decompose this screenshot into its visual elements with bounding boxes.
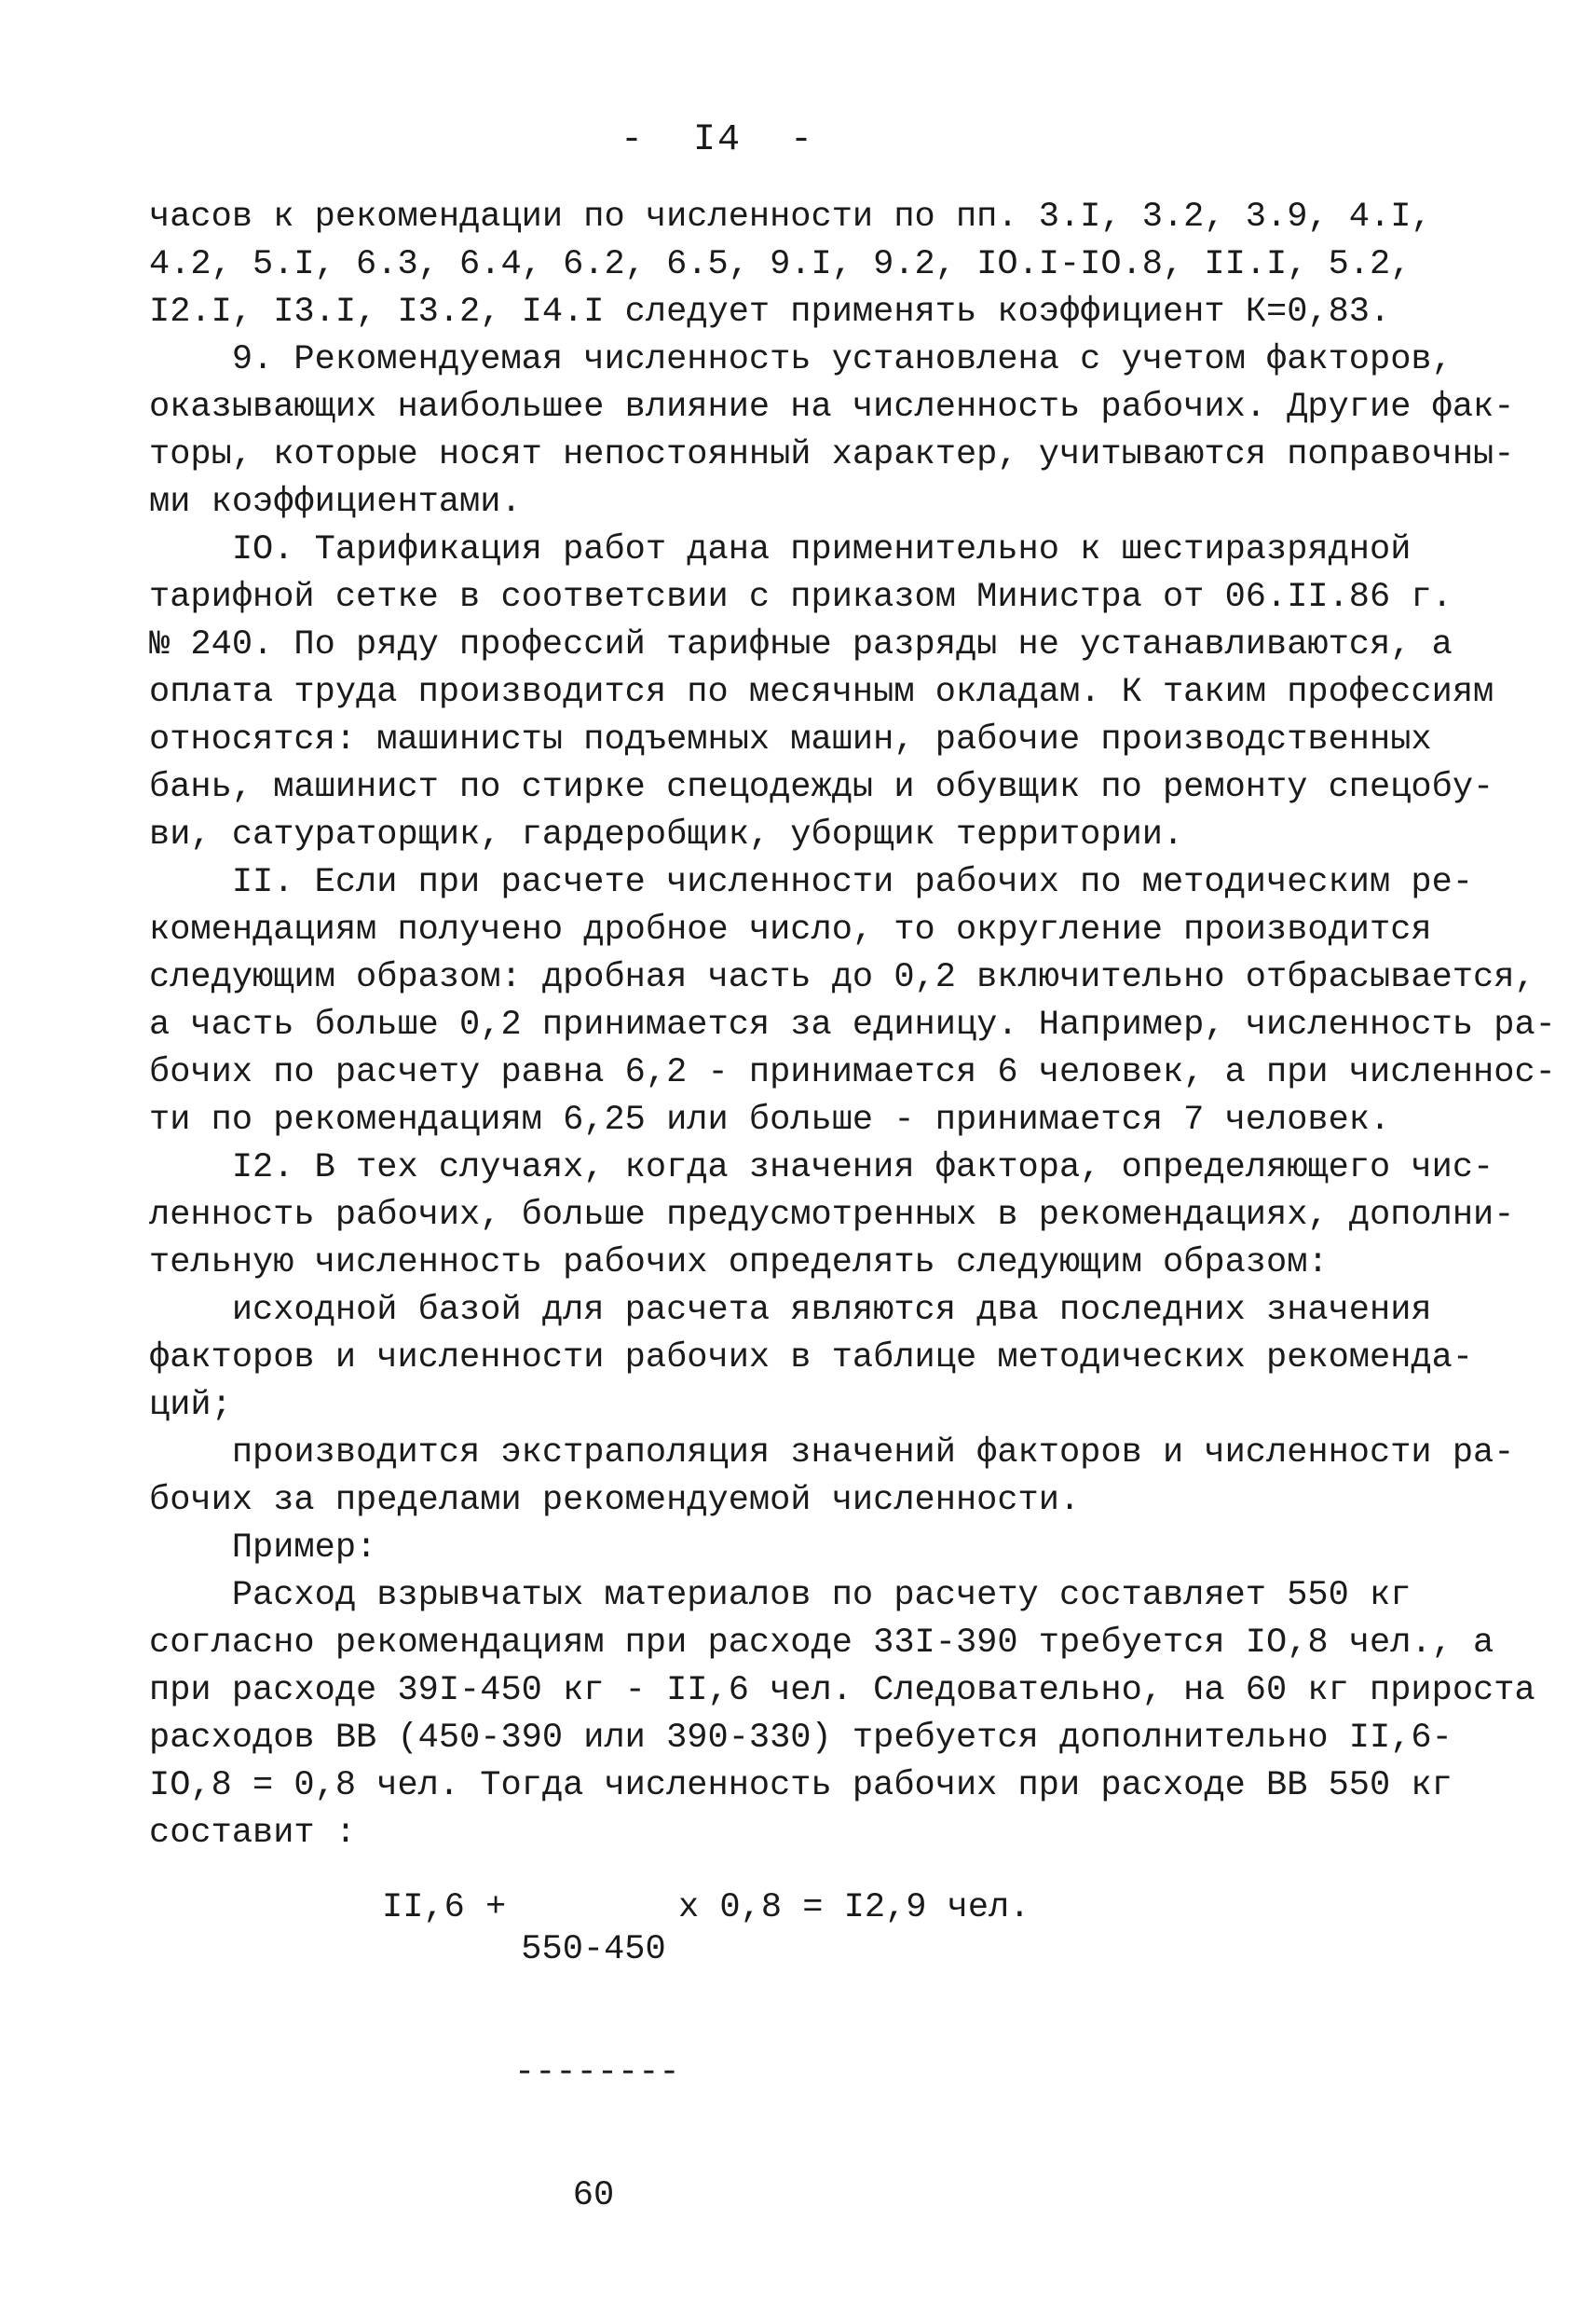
text-line: торы, которые носят непостоянный характер, учитываются поправочны- (149, 435, 1515, 474)
text-line: следующим образом: дробная часть до 0,2 включительно отбрасывается, (149, 958, 1535, 997)
text-line: бочих по расчету равна 6,2 - принимается 6 человек, а при численнос- (149, 1053, 1556, 1092)
text-line: тельную численность рабочих определять следующим образом: (149, 1243, 1329, 1282)
text-line: бочих за пределами рекомендуемой численности. (149, 1481, 1081, 1520)
text-line: комендациям получено дробное число, то округление производится (149, 911, 1432, 950)
formula-rhs: x 0,8 = I2,9 чел. (678, 1888, 1030, 1927)
text-line: I2.I, I3.I, I3.2, I4.I следует применять коэффициент К=0,83. (149, 293, 1391, 332)
text-line: ми коэффициентами. (149, 483, 522, 522)
text-line: исходной базой для расчета являются два последних значения (149, 1291, 1432, 1330)
text-line: Пример: (149, 1528, 377, 1568)
body-text (149, 194, 1556, 1857)
text-line: производится экстраполяция значений факторов и численности ра- (149, 1433, 1515, 1473)
text-line: составит : (149, 1814, 357, 1853)
text-line: IO,8 = 0,8 чел. Тогда численность рабочих при расходе ВВ 550 кг (149, 1766, 1453, 1805)
text-line: II. Если при расчете численности рабочих по методическим ре- (149, 863, 1474, 902)
text-line: расходов ВВ (450-390 или 390-330) требуется дополнительно II,6- (149, 1719, 1453, 1758)
text-line: ви, сатураторщик, гардеробщик, уборщик территории. (149, 815, 1184, 855)
text-line: оказывающих наибольшее влияние на численность рабочих. Другие фак- (149, 388, 1515, 427)
text-line: Расход взрывчатых материалов по расчету составляет 550 кг (149, 1576, 1412, 1615)
text-line: 4.2, 5.I, 6.3, 6.4, 6.2, 6.5, 9.I, 9.2, IO.I-IO.8, II.I, 5.2, (149, 245, 1412, 284)
calculation-formula (382, 1843, 1221, 2215)
formula-denominator: 60 (572, 2176, 615, 2215)
text-line: IO. Тарификация работ дана применительно к шестиразрядной (149, 530, 1412, 569)
page-number: - I4 - (620, 119, 815, 161)
formula-fraction-bar: -------- (514, 2053, 680, 2092)
formula-numerator: 550-450 (521, 1930, 666, 1969)
text-line: оплата труда производится по месячным окладам. К таким профессиям (149, 673, 1494, 712)
text-line: относятся: машинисты подъемных машин, рабочие производственных (149, 720, 1432, 760)
formula-lhs: II,6 + (382, 1888, 507, 1927)
text-line: ленность рабочих, больше предусмотренных в рекомендациях, дополни- (149, 1196, 1515, 1235)
text-line: тарифной сетке в соответсвии с приказом Министра от 06.II.86 г. (149, 578, 1453, 617)
text-line: согласно рекомендациям при расходе 33I-390 требуется IO,8 чел., а (149, 1624, 1494, 1663)
text-line: часов к рекомендации по численности по пп. 3.I, 3.2, 3.9, 4.I, (149, 198, 1432, 237)
text-line: № 240. По ряду профессий тарифные разряды не устанавливаются, а (149, 625, 1453, 665)
text-line: ти по рекомендациям 6,25 или больше - принимается 7 человек. (149, 1101, 1391, 1140)
text-line: при расходе 39I-450 кг - II,6 чел. Следовательно, на 60 кг прироста (149, 1671, 1535, 1710)
text-line: I2. В тех случаях, когда значения фактора, определяющего чис- (149, 1148, 1494, 1187)
text-line: ций; (149, 1386, 232, 1425)
text-line: факторов и численности рабочих в таблице методических рекоменда- (149, 1338, 1474, 1377)
text-line: бань, машинист по стирке спецодежды и обувщик по ремонту спецобу- (149, 768, 1494, 807)
formula-fraction (514, 1843, 680, 2302)
text-line: а часть больше 0,2 принимается за единицу. Например, численность ра- (149, 1006, 1556, 1045)
text-line: 9. Рекомендуемая численность установлена с учетом факторов, (149, 340, 1453, 379)
